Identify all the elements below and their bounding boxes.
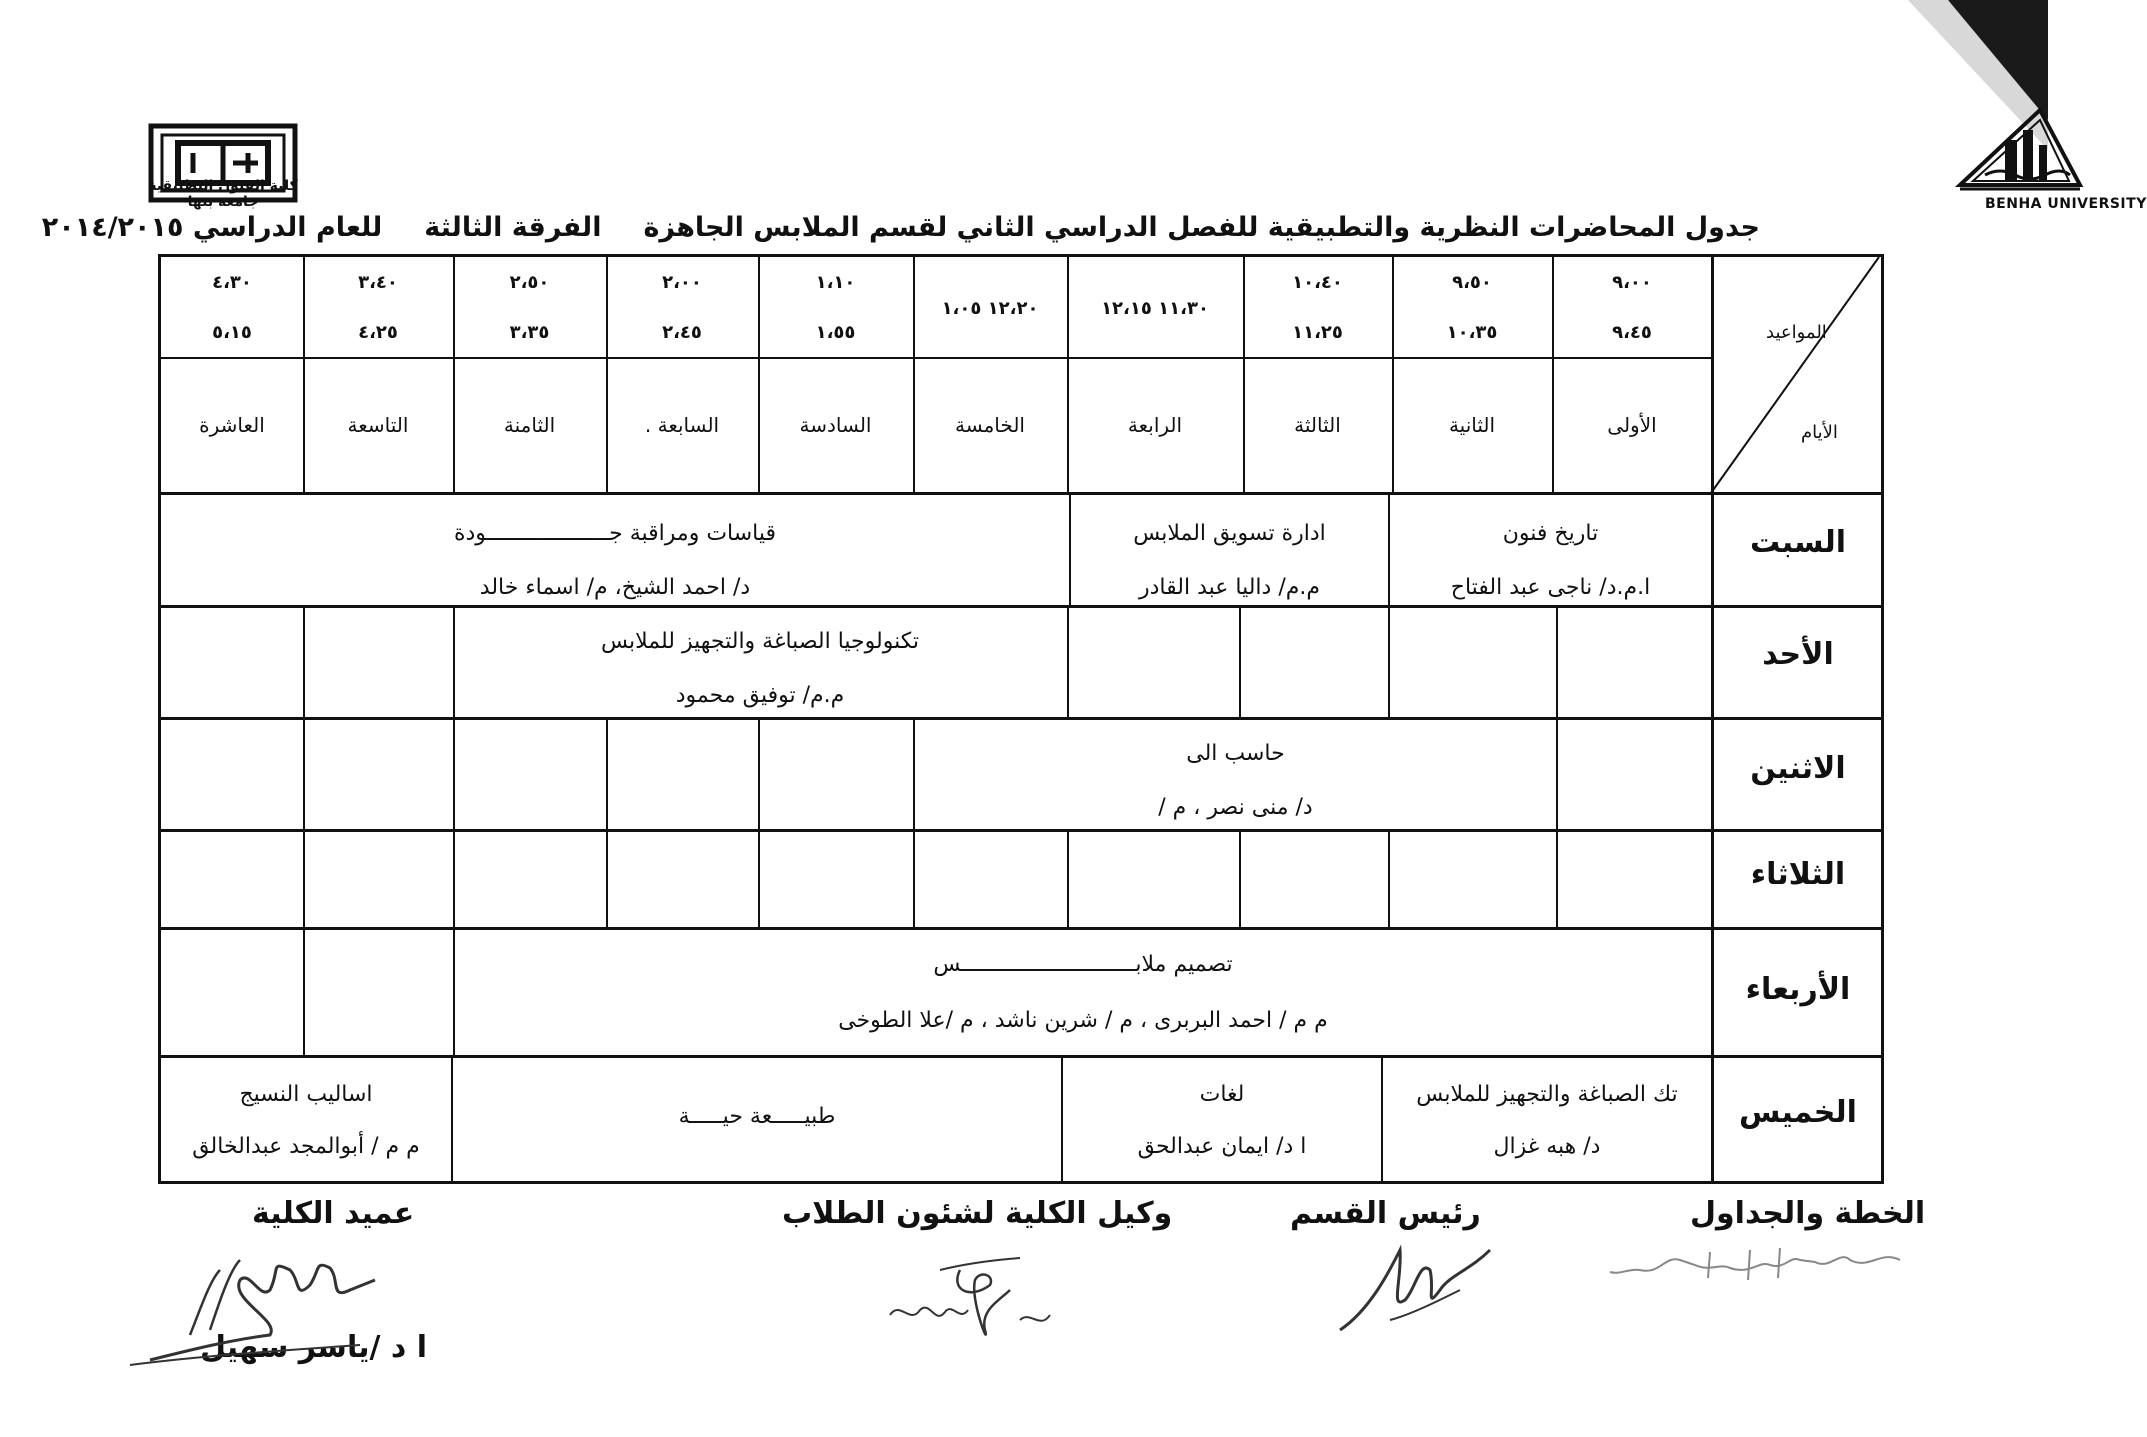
day-thursday: الخميس: [1739, 1095, 1857, 1130]
session-thu-3: [453, 1103, 1061, 1131]
column-divider: [1556, 831, 1558, 928]
column-divider: [1556, 607, 1558, 718]
day-wednesday: الأربعاء: [1745, 972, 1851, 1007]
period-7-name: السابعة .: [644, 413, 720, 437]
session-sun-1: [453, 615, 1067, 723]
period-8-name: الثامنة: [503, 413, 556, 437]
session-sat-2: [1071, 507, 1388, 615]
session-course: قياسات ومراقبة جـــــــــــــــــــودة: [453, 521, 777, 546]
period-3-end: ١١،٢٥: [1292, 322, 1343, 343]
row-divider: [161, 357, 1711, 359]
row-divider: [161, 492, 1881, 495]
period-4-time: ١١،٣٠ ١٢،١٥: [1101, 298, 1209, 319]
column-divider: [303, 607, 305, 718]
day-saturday: السبت: [1749, 525, 1847, 560]
session-mon-1: [915, 727, 1556, 835]
session-course: تاريخ فنون: [1502, 521, 1599, 546]
period-6-start: ١،١٠: [815, 272, 856, 293]
header-diagonal: [1711, 257, 1881, 493]
period-9-start: ٣،٤٠: [358, 272, 398, 293]
session-course: تصميم ملابـــــــــــــــــــــــــــس: [933, 952, 1233, 977]
period-3-start: ١٠،٤٠: [1292, 272, 1343, 293]
days-corner-label: الأيام: [1801, 422, 1838, 443]
session-course: لغات: [1199, 1082, 1245, 1107]
session-wed-1: [455, 937, 1711, 1049]
session-sat-1: [1390, 507, 1711, 615]
period-10-end: ٥،١٥: [212, 322, 252, 343]
session-course: اساليب النسيج: [239, 1082, 373, 1107]
column-divider: [1239, 607, 1241, 718]
period-8-end: ٣،٣٥: [509, 322, 550, 343]
signature-planning: [1600, 1230, 1910, 1300]
session-course: تك الصباغة والتجهيز للملابس: [1416, 1082, 1678, 1107]
period-2-start: ٩،٥٠: [1452, 272, 1492, 293]
day-monday: الاثنين: [1750, 751, 1846, 786]
column-divider: [453, 719, 455, 830]
session-teacher: د/ منى نصر ، م /: [1158, 795, 1313, 820]
period-7-start: ٢،٠٠: [662, 272, 702, 293]
signature-head: [1330, 1230, 1500, 1340]
period-10-name: العاشرة: [199, 413, 265, 437]
period-1-name: الأولى: [1607, 413, 1657, 437]
session-teacher: م.م/ توفيق محمود: [675, 683, 845, 708]
session-thu-2: [1063, 1069, 1381, 1173]
session-thu-1: [1383, 1069, 1711, 1173]
title-year: للعام الدراسي ٢٠١٤/٢٠١٥: [41, 212, 383, 243]
column-divider: [606, 719, 608, 830]
signature-title-planning: الخطة والجداول: [1690, 1196, 1926, 1231]
session-course: تكنولوجيا الصباغة والتجهيز للملابس: [600, 629, 919, 654]
column-divider: [606, 831, 608, 928]
period-1-end: ٩،٤٥: [1612, 322, 1652, 343]
period-5-name: الخامسة: [955, 413, 1025, 437]
period-3-name: الثالثة: [1294, 413, 1341, 437]
column-divider: [913, 257, 915, 493]
session-course: حاسب الى: [1186, 741, 1285, 766]
column-divider: [453, 831, 455, 928]
university-logo-caption: BENHA UNIVERSITY: [1985, 196, 2147, 212]
column-divider: [303, 929, 305, 1056]
faculty-logo-caption: كلية الفنون التطبيقية جامعة بنها: [148, 178, 298, 210]
column-divider: [1556, 719, 1558, 830]
session-teacher: م م / أبوالمجد عبدالخالق: [192, 1134, 420, 1159]
session-teacher: م.م/ داليا عبد القادر: [1139, 575, 1320, 600]
title-main: جدول المحاضرات النظرية والتطبيقية للفصل الدراسي الثاني لقسم الملابس الجاهزة: [643, 212, 1760, 243]
row-divider: [161, 1055, 1881, 1058]
period-10-start: ٤،٣٠: [212, 272, 252, 293]
column-divider: [758, 831, 760, 928]
timetable: [158, 254, 1884, 1184]
column-divider: [1067, 257, 1069, 493]
period-5-time: ١٢،٢٠ ١،٠٥: [941, 298, 1039, 319]
period-6-name: السادسة: [799, 413, 872, 437]
period-7-end: ٢،٤٥: [662, 322, 702, 343]
column-divider: [913, 831, 915, 928]
period-6-end: ١،٥٥: [815, 322, 856, 343]
session-teacher: د/ هبه غزال: [1493, 1134, 1601, 1159]
column-divider: [1239, 831, 1241, 928]
column-divider: [1067, 831, 1069, 928]
dean-name: ا د /ياسر سهيل: [200, 1330, 427, 1365]
row-divider: [161, 927, 1881, 930]
session-course: طبيـــــعة حيـــــة: [678, 1104, 836, 1129]
signature-vice-dean: [880, 1230, 1100, 1360]
session-thu-4: [161, 1069, 451, 1173]
signature-title-dean: عميد الكلية: [252, 1196, 415, 1231]
period-9-end: ٤،٢٥: [358, 322, 398, 343]
session-sat-3: [161, 507, 1069, 615]
title-level: الفرقة الثالثة: [424, 212, 602, 243]
session-teacher: ا د/ ايمان عبدالحق: [1137, 1134, 1307, 1159]
period-1-start: ٩،٠٠: [1612, 272, 1652, 293]
day-sunday: الأحد: [1762, 637, 1834, 672]
signature-title-head: رئيس القسم: [1290, 1196, 1481, 1231]
column-divider: [1388, 607, 1390, 718]
signature-dean: [130, 1240, 390, 1370]
period-9-name: التاسعة: [347, 413, 409, 437]
signature-title-vice-dean: وكيل الكلية لشئون الطلاب: [782, 1196, 1173, 1231]
column-divider: [303, 831, 305, 928]
period-2-end: ١٠،٣٥: [1446, 322, 1498, 343]
period-2-name: الثانية: [1448, 413, 1496, 437]
session-course: ادارة تسويق الملابس: [1133, 521, 1326, 546]
session-teacher: م م / احمد البربرى ، م / شرين ناشد ، م /علا الطوخى: [838, 1008, 1328, 1033]
session-teacher: د/ احمد الشيخ، م/ اسماء خالد: [479, 575, 751, 600]
period-8-start: ٢،٥٠: [509, 272, 550, 293]
period-4-name: الرابعة: [1127, 413, 1183, 437]
column-divider: [303, 719, 305, 830]
session-teacher: ا.م.د/ ناجى عبد الفتاح: [1450, 575, 1651, 600]
column-divider: [1067, 607, 1069, 718]
column-divider: [758, 719, 760, 830]
day-tuesday: الثلاثاء: [1750, 857, 1846, 892]
column-divider: [1388, 831, 1390, 928]
times-corner-label: المواعيد: [1766, 322, 1827, 343]
schedule-title: [41, 212, 1760, 243]
